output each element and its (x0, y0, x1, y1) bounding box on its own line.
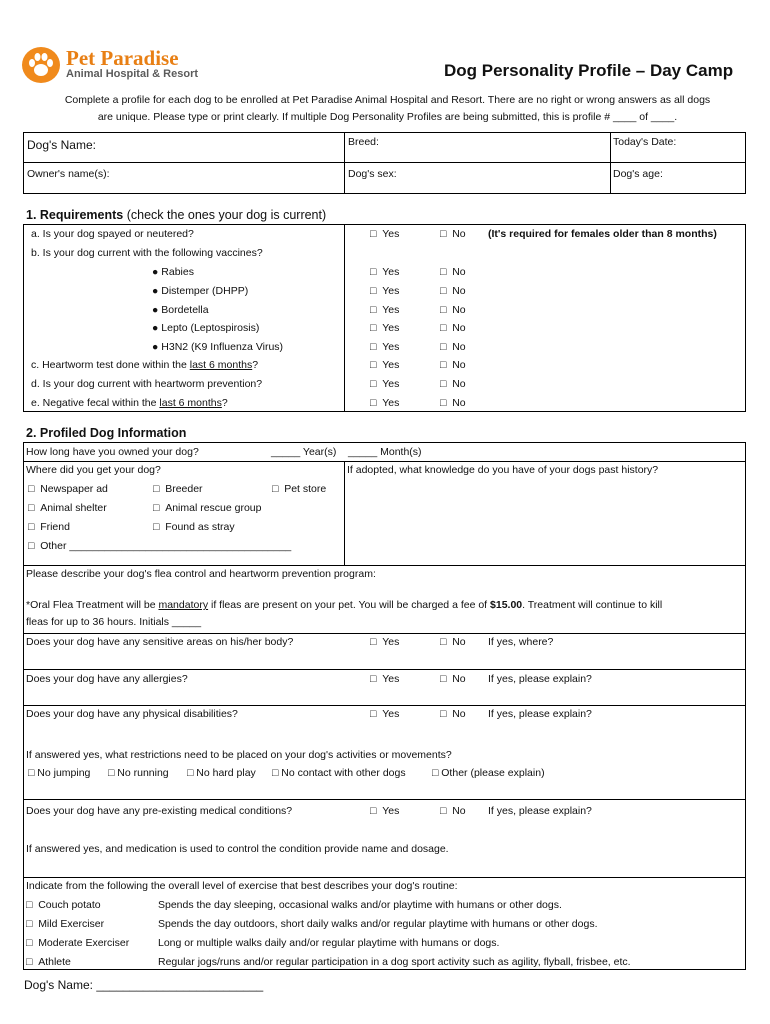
bullet-icon: ● (152, 266, 159, 278)
if-yes-label: If yes, please explain? (488, 673, 592, 685)
yes-option[interactable]: □ Yes (370, 341, 399, 353)
if-yes-label: If yes, please explain? (488, 805, 592, 817)
checkbox-icon (153, 502, 159, 514)
disabilities-question: Does your dog have any physical disabilities? (26, 708, 238, 720)
vaccines-question: b. Is your dog current with the following vaccines? (31, 247, 263, 259)
checkbox-icon (26, 937, 32, 949)
checkbox-icon (28, 540, 34, 552)
todays-date-field[interactable]: Today's Date: (613, 136, 677, 148)
checkbox-icon (440, 708, 446, 720)
dog-info-grid (23, 132, 746, 194)
checkbox-icon (153, 483, 159, 495)
if-yes-label: If yes, please explain? (488, 708, 592, 720)
exercise-description: Spends the day outdoors, short daily walks and/or regular playtime with humans or other dogs. (158, 918, 598, 930)
oral-flea-note: *Oral Flea Treatment will be mandatory if fleas are present on your pet. You will be charged a fee of $15.00. Treatment will continue to kill (26, 599, 663, 611)
checkbox-icon (370, 322, 376, 334)
checkbox-icon (440, 285, 446, 297)
checkbox-icon (26, 899, 32, 911)
dog-sex-field[interactable]: Dog's sex: (348, 168, 397, 180)
restrictions-label: If answered yes, what restrictions need to be placed on your dog's activities or movements? (26, 749, 452, 761)
adopted-label: If adopted, what knowledge do you have of your dogs past history? (347, 464, 659, 476)
checkbox-icon (272, 483, 278, 495)
exercise-option[interactable]: □ Moderate Exerciser (26, 937, 129, 949)
checkbox-icon (26, 956, 32, 968)
no-option[interactable]: □ No (440, 673, 466, 685)
no-option[interactable]: □ No (440, 397, 466, 409)
checkbox-icon (370, 636, 376, 648)
years-field[interactable]: _____ Year(s) (271, 446, 337, 458)
bullet-icon: ● (152, 285, 159, 297)
bullet-icon: ● (152, 322, 159, 334)
page-title: Dog Personality Profile – Day Camp (444, 61, 734, 80)
checkbox-icon (440, 359, 446, 371)
no-option[interactable]: □ No (440, 228, 466, 240)
checkbox-icon (370, 285, 376, 297)
exercise-option[interactable]: □ Athlete (26, 956, 71, 968)
yes-option[interactable]: □ Yes (370, 359, 399, 371)
exercise-description: Long or multiple walks daily and/or regular playtime with humans or dogs. (158, 937, 500, 949)
section-2-title: 2. Profiled Dog Information (26, 426, 187, 440)
checkbox-icon (440, 397, 446, 409)
fecal-question: e. Negative fecal within the last 6 months? (31, 397, 228, 409)
vaccine-item: ● Bordetella (152, 304, 209, 316)
vaccine-item: ● Distemper (DHPP) (152, 285, 249, 297)
logo-subtitle: Animal Hospital & Resort (66, 68, 199, 80)
yes-option[interactable]: □ Yes (370, 708, 399, 720)
heartworm-prevention-question: d. Is your dog current with heartworm prevention? (31, 378, 263, 390)
yes-option[interactable]: □ Yes (370, 636, 399, 648)
checkbox-icon (440, 673, 446, 685)
source-friend[interactable]: □ Friend (28, 521, 70, 533)
dog-age-field[interactable]: Dog's age: (613, 168, 663, 180)
bullet-icon: ● (152, 304, 159, 316)
medication-label: If answered yes, and medication is used to control the condition provide name and dosage. (26, 843, 449, 855)
no-option[interactable]: □ No (440, 359, 466, 371)
restriction-hardplay[interactable]: □ No hard play (187, 767, 256, 779)
checkbox-icon (440, 266, 446, 278)
no-option[interactable]: □ No (440, 636, 466, 648)
source-shelter[interactable]: □ Animal shelter (28, 502, 107, 514)
yes-option[interactable]: □ Yes (370, 228, 399, 240)
checkbox-icon (28, 521, 34, 533)
logo-title: Pet Paradise (66, 46, 179, 70)
months-field[interactable]: _____ Month(s) (348, 446, 422, 458)
where-label: Where did you get your dog? (26, 464, 161, 476)
checkbox-icon (370, 805, 376, 817)
checkbox-icon (370, 708, 376, 720)
yes-option[interactable]: □ Yes (370, 304, 399, 316)
yes-option[interactable]: □ Yes (370, 805, 399, 817)
checkbox-icon (28, 502, 34, 514)
bullet-icon: ● (152, 341, 159, 353)
vaccine-item: ● Lepto (Leptospirosis) (152, 322, 260, 334)
spay-note: (It's required for females older than 8 months) (488, 228, 717, 240)
checkbox-icon (187, 767, 193, 779)
checkbox-icon (370, 266, 376, 278)
checkbox-icon (432, 767, 438, 779)
no-option[interactable]: □ No (440, 285, 466, 297)
if-yes-label: If yes, where? (488, 636, 554, 648)
source-breeder[interactable]: □ Breeder (153, 483, 203, 495)
restriction-jumping[interactable]: □ No jumping (28, 767, 90, 779)
checkbox-icon (370, 673, 376, 685)
paw-logo-icon (22, 47, 60, 83)
checkbox-icon (440, 636, 446, 648)
oral-flea-initials[interactable]: fleas for up to 36 hours. Initials _____ (26, 616, 202, 628)
owners-name-field[interactable]: Owner's name(s): (27, 168, 110, 180)
source-other[interactable]: □ Other ______________________________________ (28, 540, 291, 552)
yes-option[interactable]: □ Yes (370, 266, 399, 278)
section-1-title: 1. Requirements (check the ones your dog is current) (26, 208, 327, 222)
no-option[interactable]: □ No (440, 322, 466, 334)
checkbox-icon (370, 397, 376, 409)
yes-option[interactable]: □ Yes (370, 378, 399, 390)
checkbox-icon (370, 378, 376, 390)
sensitive-areas-question: Does your dog have any sensitive areas on his/her body? (26, 636, 294, 648)
checkbox-icon (26, 918, 32, 930)
dog-name-field[interactable]: Dog's Name: (27, 138, 96, 152)
preexisting-question: Does your dog have any pre-existing medical conditions? (26, 805, 293, 817)
heartworm-test-question: c. Heartworm test done within the last 6 months? (31, 359, 259, 371)
spay-question: a. Is your dog spayed or neutered? (31, 228, 194, 240)
checkbox-icon (153, 521, 159, 533)
footer-dog-name[interactable]: Dog's Name: _________________________ (24, 978, 264, 992)
restriction-running[interactable]: □ No running (108, 767, 169, 779)
yes-option[interactable]: □ Yes (370, 673, 399, 685)
checkbox-icon (440, 322, 446, 334)
checkbox-icon (28, 483, 34, 495)
how-long-label: How long have you owned your dog? (26, 446, 199, 458)
no-option[interactable]: □ No (440, 708, 466, 720)
allergies-question: Does your dog have any allergies? (26, 673, 188, 685)
yes-option[interactable]: □ Yes (370, 397, 399, 409)
no-option[interactable]: □ No (440, 266, 466, 278)
restriction-other[interactable]: □ Other (please explain) (432, 767, 545, 779)
vaccine-item: ● H3N2 (K9 Influenza Virus) (152, 341, 284, 353)
checkbox-icon (440, 378, 446, 390)
checkbox-icon (370, 359, 376, 371)
checkbox-icon (108, 767, 114, 779)
vaccine-item: ● Rabies (152, 266, 194, 278)
yes-option[interactable]: □ Yes (370, 322, 399, 334)
checkbox-icon (440, 341, 446, 353)
checkbox-icon (440, 304, 446, 316)
source-rescue[interactable]: □ Animal rescue group (153, 502, 262, 514)
source-newspaper[interactable]: □ Newspaper ad (28, 483, 108, 495)
restriction-contact[interactable]: □ No contact with other dogs (272, 767, 406, 779)
exercise-description: Spends the day sleeping, occasional walks and/or playtime with humans or other dogs. (158, 899, 562, 911)
yes-option[interactable]: □ Yes (370, 285, 399, 297)
exercise-description: Regular jogs/runs and/or regular participation in a dog sport activity such as agility, flyball, frisbee, etc. (158, 956, 631, 968)
checkbox-icon (440, 805, 446, 817)
intro-text: Complete a profile for each dog to be enrolled at Pet Paradise Animal Hospital and Resort. There are no right or wrong answers as all dogs are unique. Please type or print clearly. If multiple Dog Personality Profiles are being submitted, this is profile # ____ of ____. (64, 94, 711, 123)
checkbox-icon (370, 341, 376, 353)
checkbox-icon (370, 228, 376, 240)
breed-field[interactable]: Breed: (348, 136, 379, 148)
source-stray[interactable]: □ Found as stray (153, 521, 235, 533)
flea-program-label: Please describe your dog's flea control and heartworm prevention program: (26, 568, 376, 580)
exercise-label: Indicate from the following the overall level of exercise that best describes your dog's routine: (26, 880, 458, 892)
no-option[interactable]: □ No (440, 805, 466, 817)
checkbox-icon (440, 228, 446, 240)
source-petstore[interactable]: □ Pet store (272, 483, 326, 495)
no-option[interactable]: □ No (440, 341, 466, 353)
checkbox-icon (272, 767, 278, 779)
exercise-option[interactable]: □ Couch potato (26, 899, 101, 911)
checkbox-icon (28, 767, 34, 779)
no-option[interactable]: □ No (440, 378, 466, 390)
no-option[interactable]: □ No (440, 304, 466, 316)
checkbox-icon (370, 304, 376, 316)
exercise-option[interactable]: □ Mild Exerciser (26, 918, 104, 930)
